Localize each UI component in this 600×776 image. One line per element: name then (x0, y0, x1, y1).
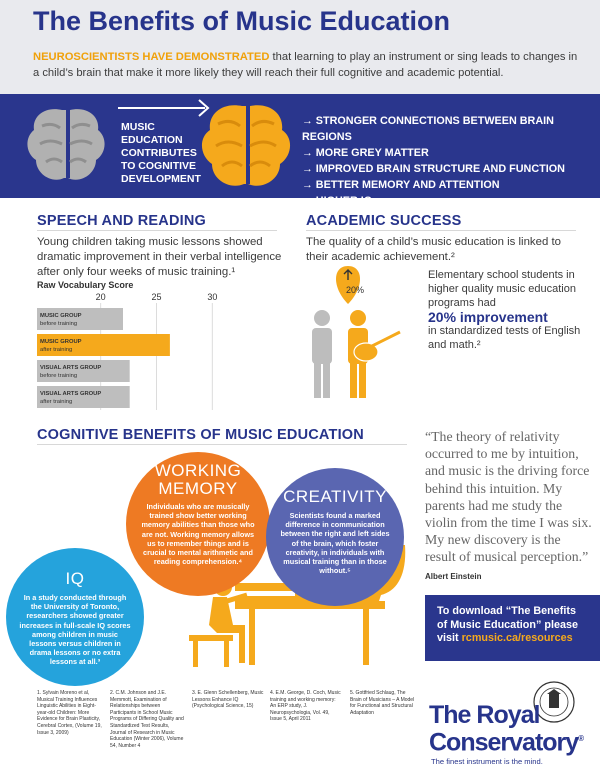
logo-tagline: The finest instrument is the mind. (431, 757, 543, 766)
reference-item: 5. Gottfried Schlaug, The Brain of Musicians – A Model for Functional and Structural Adaptation (350, 690, 415, 716)
working-memory-text: Individuals who are musically trained show better working memory abilities than those who are not. Working memory allows us to remember things and is crucial to mental arithmetic and reading comprehension.⁴ (141, 502, 255, 567)
logo-line: Conservatory (429, 728, 579, 757)
band-label (121, 121, 201, 186)
benefit-item (302, 193, 600, 209)
benefit-label: BETTER MEMORY AND ATTENTION (315, 179, 500, 191)
reference-item: 4. E.M. George, D. Coch, Music training and working memory: An ERP study, J. Neuropsychologia, Vol. 49, Issue 5, April 2011 (270, 690, 341, 723)
chart-bar-label: VISUAL ARTS GROUP (40, 391, 102, 397)
divider (37, 230, 277, 231)
download-text: To download “The Benefits of Music Education” please visit (437, 605, 578, 644)
creativity-title: CREATIVITY (283, 487, 387, 506)
academic-text: The quality of a child’s music education is linked to their academic achievement.² (306, 236, 561, 263)
band-label-line: TO COGNITIVE (121, 160, 197, 172)
creativity-circle (266, 468, 404, 606)
benefit-list (302, 113, 600, 209)
benefit-label: MORE GREY MATTER (315, 147, 429, 159)
band-label-line: DEVELOPMENT (121, 173, 201, 185)
band-label-line: EDUCATION (121, 134, 183, 146)
benefit-item (302, 145, 600, 161)
band-label-line: MUSIC (121, 121, 155, 133)
intro-highlight: NEUROSCIENTISTS HAVE DEMONSTRATED (33, 51, 270, 63)
logo-wordmark (429, 701, 584, 757)
speech-heading: SPEECH AND READING (37, 213, 207, 229)
registered-mark: ® (578, 734, 584, 743)
benefit-item (302, 177, 600, 193)
vocabulary-chart (0, 290, 260, 420)
arrow-icon: → (302, 179, 313, 191)
guitarist-figure-icon (348, 310, 400, 398)
working-memory-title: MEMORY (158, 479, 238, 498)
speech-text: Young children taking music lessons showed dramatic improvement in their verbal intelligence after only four weeks of music training.¹ (37, 236, 282, 278)
reference-item: 1. Sylvain Moreno et al, Musical Training Influences Linguistic Abilities in Eight-year-old Children: More Evidence for Brain Plasticity, Cerebral Cortex, (Volume 19, Issue 3, 2009) (37, 690, 102, 736)
iq-circle (6, 548, 144, 686)
download-link[interactable]: rcmusic.ca/resources (461, 632, 573, 644)
chart-bar-sublabel: before training (40, 321, 78, 327)
chart-tick-label: 25 (151, 292, 162, 302)
header (0, 0, 600, 94)
download-box (425, 595, 600, 661)
chart-bar-label: VISUAL ARTS GROUP (40, 365, 102, 371)
stat-intro: Elementary school students in higher quality music education programs had (428, 269, 576, 309)
student-figure-icon (312, 310, 332, 398)
arrow-icon (118, 100, 208, 116)
einstein-quote (425, 428, 593, 585)
benefit-item (302, 161, 600, 177)
arrow-icon: → (302, 115, 313, 127)
intro-body: that learning to play an instrument or sing leads to changes in a child’s brain that make it more likely they will reach their full cognitive and academic potential. (33, 51, 578, 79)
benefit-item (302, 113, 600, 145)
chart-tick-label: 30 (207, 292, 218, 302)
chart-bar-sublabel: after training (40, 399, 73, 405)
page-title: The Benefits of Music Education (33, 6, 451, 36)
arrow-icon: → (302, 195, 313, 207)
chart-bar-sublabel: before training (40, 373, 78, 379)
academic-stat (428, 268, 588, 352)
benefit-label: STRONGER CONNECTIONS BETWEEN BRAIN REGIONS (302, 115, 554, 143)
benefit-label: IMPROVED BRAIN STRUCTURE AND FUNCTION (315, 163, 565, 175)
working-memory-circle (126, 452, 270, 596)
band-label-line: CONTRIBUTES (121, 147, 197, 159)
creativity-text: Scientists found a marked difference in communication between the right and left sides of the brain, which foster creativity, in individuals with musical training than in those without.⁵ (280, 511, 390, 576)
logo-line-2 (429, 727, 584, 757)
iq-text: In a study conducted through the University of Toronto, researchers showed greater increases in full-scale IQ scores among children in music lessons versus children in drama lessons or no extra lessons at all.³ (19, 593, 131, 667)
percent-badge: 20% (345, 285, 364, 295)
chart-bar-label: MUSIC GROUP (40, 313, 82, 319)
iq-title: IQ (65, 569, 85, 588)
stat-outro: in standardized tests of English and math.² (428, 325, 581, 351)
chart-bar-label: MUSIC GROUP (40, 339, 82, 345)
chart-bar-sublabel: after training (40, 347, 73, 353)
logo-line: The Royal (429, 701, 540, 729)
divider (306, 230, 576, 231)
academic-heading: ACADEMIC SUCCESS (306, 213, 462, 229)
stat-highlight: 20% improvement (428, 309, 548, 325)
quote-text: “The theory of relativity occurred to me by intuition, and music is the driving force behind this intuition. My parents had me study the violin from the time I was six. My new discovery is the result of musical perception.” (425, 429, 592, 565)
chart-tick-label: 20 (95, 292, 106, 302)
working-memory-title: WORKING (154, 461, 242, 480)
brain-before-icon (27, 109, 104, 180)
benefit-label: HIGHER IQ (315, 195, 373, 207)
brain-after-icon (202, 105, 290, 186)
arrow-icon: → (302, 147, 313, 159)
reference-item: 3. E. Glenn Schellenberg, Music Lessons Enhance IQ (Psychological Science, 15) (192, 690, 264, 710)
divider (37, 444, 407, 445)
quote-author: Albert Einstein (425, 571, 482, 581)
intro-text (33, 49, 581, 81)
cognitive-heading: COGNITIVE BENEFITS OF MUSIC EDUCATION (37, 427, 364, 443)
chart-title: Raw Vocabulary Score (37, 280, 134, 290)
arrow-icon: → (302, 163, 313, 175)
piano-bench-icon (189, 635, 233, 667)
reference-item: 2. C.M. Johnson and J.E. Memmott, Examination of Relationships between Participants in School Music Programs of Differing Quality and Standardized Test Results, Journal of Research in Music Education (Winter 2006), Volume 54, Number 4 (110, 690, 184, 749)
